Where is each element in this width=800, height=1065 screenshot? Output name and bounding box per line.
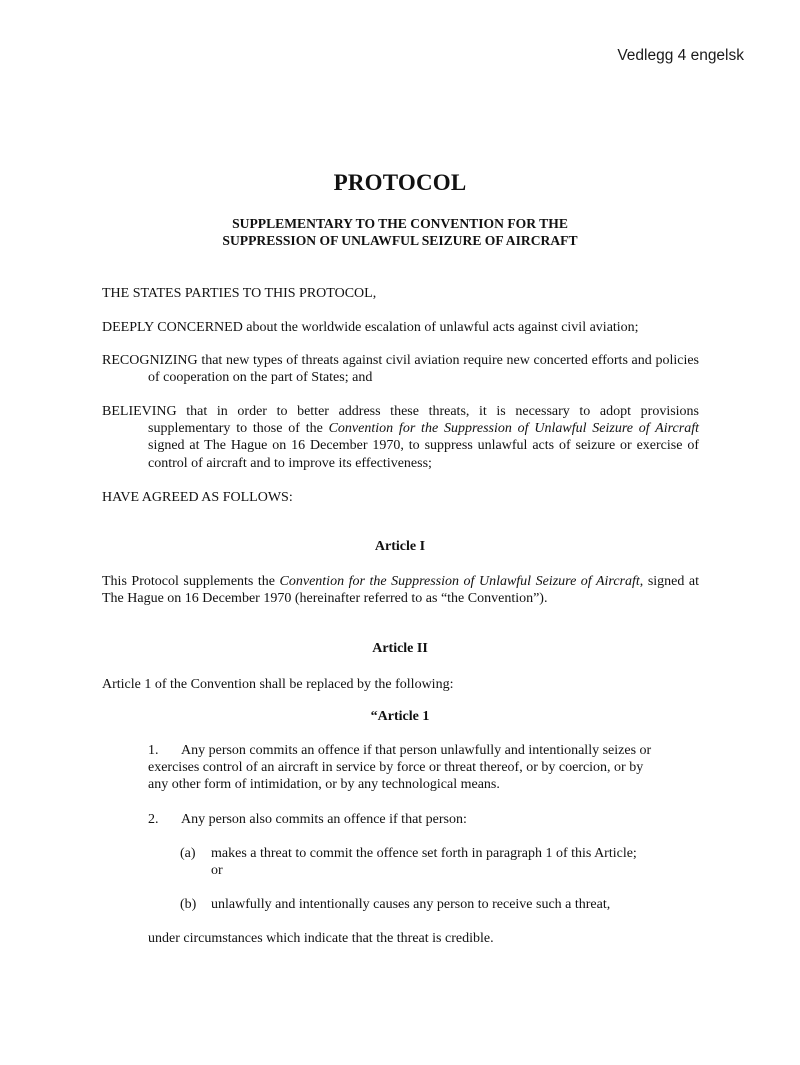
believing-convention-title: Convention for the Suppression of Unlawful Seizure of Aircraft [328, 421, 699, 437]
article-2-intro: Article 1 of the Convention shall be replaced by the following: [102, 677, 454, 692]
sub-item-label: (a) [180, 846, 196, 861]
numbered-paragraph [148, 742, 658, 794]
subtitle-line-1: SUPPLEMENTARY TO THE CONVENTION FOR THE [232, 216, 568, 231]
preamble-agreed: HAVE AGREED AS FOLLOWS: [102, 490, 293, 505]
believing-text-start: BELIEVING that in order to better address these threats, it is necessary to adopt provisions supplementary to those of the [102, 404, 699, 437]
subtitle-line-2: SUPPRESSION OF UNLAWFUL SEIZURE OF AIRCRAFT [222, 233, 578, 248]
article-1-convention-title: Convention for the Suppression of Unlawful Seizure of Aircraft [279, 574, 640, 589]
article-1-text-end: , signed at The Hague on 16 December 1970 (hereinafter referred to as “the Convention”). [102, 574, 699, 607]
sub-item-label: (b) [180, 897, 197, 912]
article-2-heading: Article II [372, 641, 428, 656]
quoted-article-heading: “Article 1 [370, 709, 430, 724]
annex-label: Vedlegg 4 engelsk [617, 47, 744, 64]
sub-item-text: makes a threat to commit the offence set forth in paragraph 1 of this Article; or [211, 846, 637, 879]
preamble-opening: THE STATES PARTIES TO THIS PROTOCOL, [102, 286, 377, 301]
numbered-paragraph [148, 811, 658, 828]
paragraph-text: Any person also commits an offence if that person: [181, 812, 467, 827]
believing-text-end: signed at The Hague on 16 December 1970, to suppress unlawful acts of seizure or exercise of control of aircraft and to improve its effectiveness; [148, 438, 699, 471]
article-2-closing: under circumstances which indicate that the threat is credible. [148, 931, 494, 946]
sub-item [180, 896, 670, 913]
paragraph-number: 1. [148, 743, 159, 758]
article-1-heading: Article I [374, 539, 426, 554]
preamble-believing [102, 403, 699, 472]
paragraph-number: 2. [148, 812, 159, 827]
document-title: PROTOCOL [333, 170, 467, 195]
document-subtitle [0, 215, 800, 249]
paragraph-text: Any person commits an offence if that person unlawfully and intentionally seizes or exercises control of an aircraft in service by force or threat thereof, or by coercion, or by any other form of intimidation, or by any technological means. [148, 743, 652, 793]
sub-item [180, 845, 670, 879]
article-1-text [102, 573, 699, 607]
preamble-recognizing: RECOGNIZING that new types of threats against civil aviation require new concerted efforts and policies of cooperation on the part of States; and [102, 353, 699, 386]
sub-item-text: unlawfully and intentionally causes any person to receive such a threat, [211, 897, 611, 912]
preamble-deeply-concerned: DEEPLY CONCERNED about the worldwide escalation of unlawful acts against civil aviation; [102, 320, 639, 335]
article-1-text-start: This Protocol supplements the [102, 574, 280, 589]
